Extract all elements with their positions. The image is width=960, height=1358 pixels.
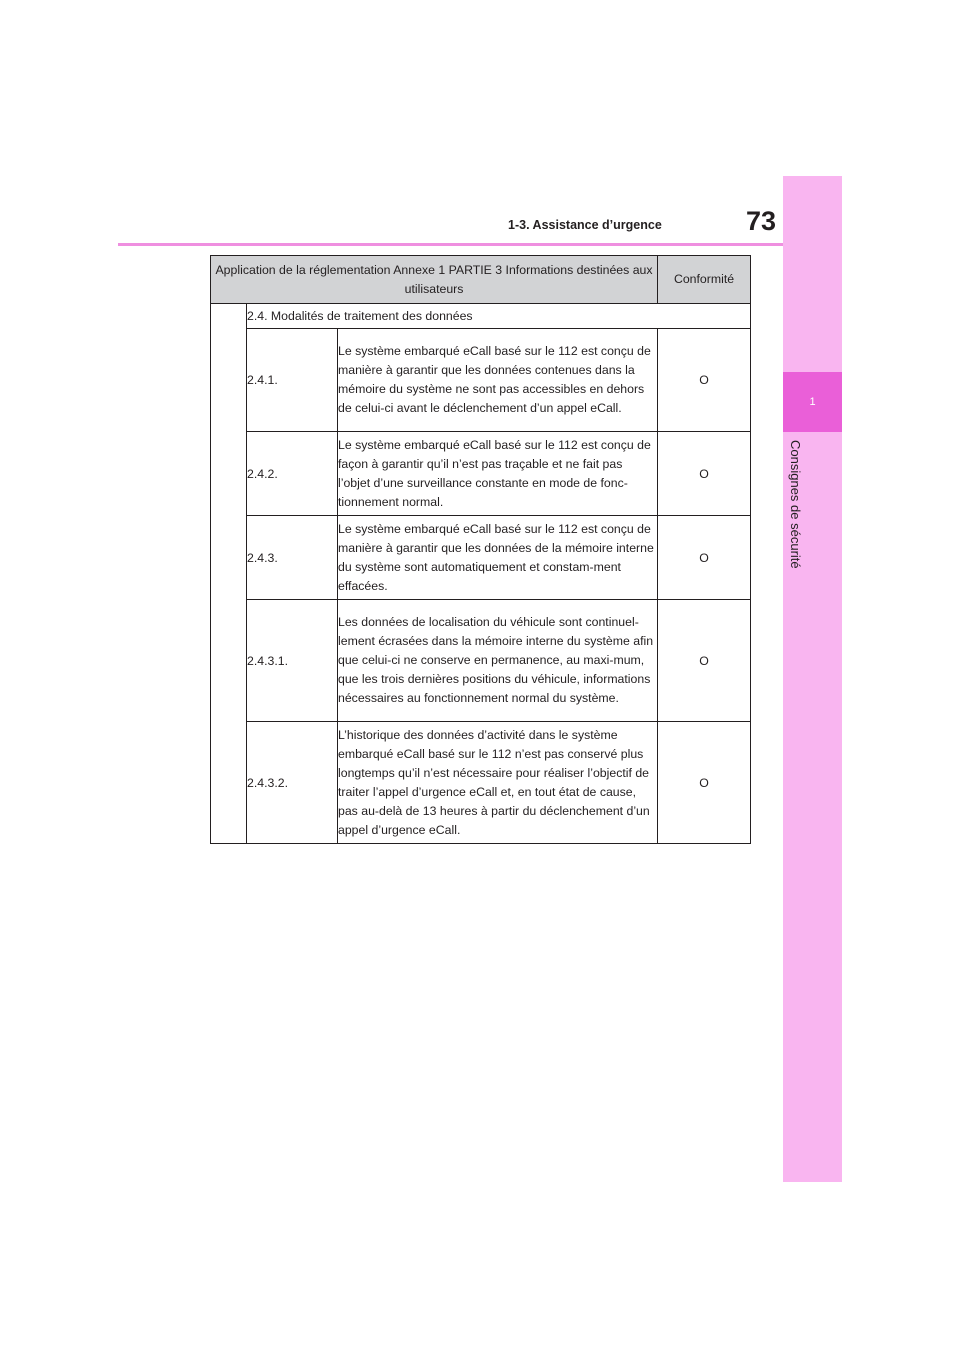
table-row — [211, 432, 751, 516]
chapter-side-tab — [783, 176, 842, 1182]
row-conformity: O — [658, 432, 751, 516]
row-id: 2.4.2. — [247, 432, 338, 516]
indent-cell — [211, 304, 247, 844]
row-id: 2.4.1. — [247, 329, 338, 432]
table-row — [211, 516, 751, 600]
row-id: 2.4.3.1. — [247, 600, 338, 722]
table-row — [211, 722, 751, 844]
row-conformity: O — [658, 516, 751, 600]
table-row — [211, 600, 751, 722]
row-text: Les données de localisation du véhicule sont continuel-lement écrasées dans la mémoire interne du système afin que celui-ci ne conserve en permanence, au maxi-mum, que les trois dernières positions du véhicule, informations nécessaires au fonctionnement normal du système. — [338, 600, 658, 722]
row-conformity: O — [658, 600, 751, 722]
header-application: Application de la réglementation Annexe 1 PARTIE 3 Informations destinées aux utilisateurs — [211, 256, 658, 304]
header-compliance: Conformité — [658, 256, 751, 304]
row-id: 2.4.3. — [247, 516, 338, 600]
row-text: Le système embarqué eCall basé sur le 112 est conçu de manière à garantir que les données de la mémoire interne du système sont automatiquement et constam-ment effacées. — [338, 516, 658, 600]
row-id: 2.4.3.2. — [247, 722, 338, 844]
row-text: Le système embarqué eCall basé sur le 112 est conçu de manière à garantir que les données contenues dans la mémoire du système ne sont pas accessibles en dehors de celui-ci avant le déclenchement d’un appel eCall. — [338, 329, 658, 432]
row-text: L’historique des données d’activité dans le système embarqué eCall basé sur le 112 n’est pas conservé plus longtemps qu’il n’est nécessaire pour réaliser l’objectif de traiter l’appel d’urgence eCall et, en tout état de cause, pas au-delà de 13 heures à partir du déclenchement d’un appel d’urgence eCall. — [338, 722, 658, 844]
chapter-label: Consignes de sécurité — [788, 440, 803, 569]
header-divider — [118, 243, 783, 246]
table-row — [211, 329, 751, 432]
row-conformity: O — [658, 329, 751, 432]
row-text: Le système embarqué eCall basé sur le 112 est conçu de façon à garantir qu’il n’est pas traçable et ne fait pas l’objet d’une surveillance constante en mode de fonc-tionnement normal. — [338, 432, 658, 516]
group-title: 2.4. Modalités de traitement des données — [247, 304, 751, 329]
table-group-row — [211, 304, 751, 329]
table-header-row — [211, 256, 751, 304]
section-title: 1-3. Assistance d’urgence — [508, 218, 662, 232]
page-number: 73 — [745, 206, 776, 236]
row-conformity: O — [658, 722, 751, 844]
compliance-table — [210, 255, 751, 844]
chapter-number-badge: 1 — [783, 372, 842, 432]
